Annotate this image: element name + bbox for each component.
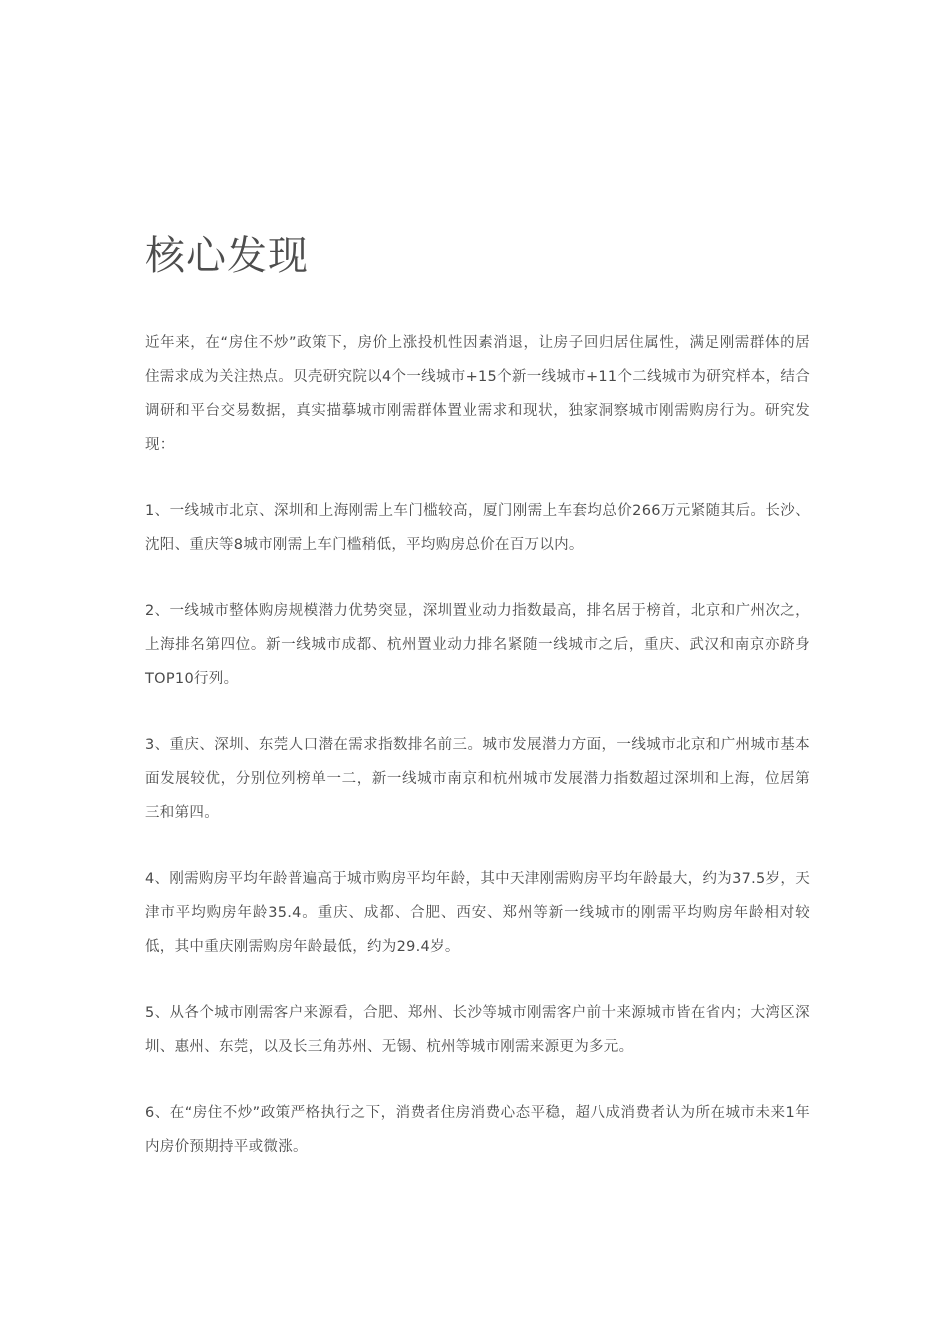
finding-6: 6、在“房住不炒”政策严格执行之下，消费者住房消费心态平稳，超八成消费者认为所在城市未来1年内房价预期持平或微涨。	[145, 1105, 810, 1155]
finding-5: 5、从各个城市刚需客户来源看，合肥、郑州、长沙等城市刚需客户前十来源城市皆在省内；大湾区深圳、惠州、东莞，以及长三角苏州、无锡、杭州等城市刚需来源更为多元。	[145, 1005, 810, 1055]
document-body	[145, 228, 810, 1196]
finding-3: 3、重庆、深圳、东莞人口潜在需求指数排名前三。城市发展潜力方面，一线城市北京和广州城市基本面发展较优，分别位列榜单一二，新一线城市南京和杭州城市发展潜力指数超过深圳和上海，位居第三和第四。	[145, 737, 810, 821]
finding-2: 2、一线城市整体购房规模潜力优势突显，深圳置业动力指数最高，排名居于榜首，北京和广州次之，上海排名第四位。新一线城市成都、杭州置业动力排名紧随一线城市之后，重庆、武汉和南京亦跻身TOP10行列。	[145, 603, 810, 687]
page-title: 核心发现	[145, 233, 309, 279]
finding-4: 4、刚需购房平均年龄普遍高于城市购房平均年龄，其中天津刚需购房平均年龄最大，约为37.5岁，天津市平均购房年龄35.4。重庆、成都、合肥、西安、郑州等新一线城市的刚需平均购房年龄相对较低，其中重庆刚需购房年龄最低，约为29.4岁。	[145, 871, 810, 955]
finding-1: 1、一线城市北京、深圳和上海刚需上车门槛较高，厦门刚需上车套均总价266万元紧随其后。长沙、沈阳、重庆等8城市刚需上车门槛稍低，平均购房总价在百万以内。	[145, 503, 810, 553]
intro-paragraph: 近年来，在“房住不炒”政策下，房价上涨投机性因素消退，让房子回归居住属性，满足刚需群体的居住需求成为关注热点。贝壳研究院以4个一线城市+15个新一线城市+11个二线城市为研究样本，结合调研和平台交易数据，真实描摹城市刚需群体置业需求和现状，独家洞察城市刚需购房行为。研究发现：	[145, 335, 810, 453]
